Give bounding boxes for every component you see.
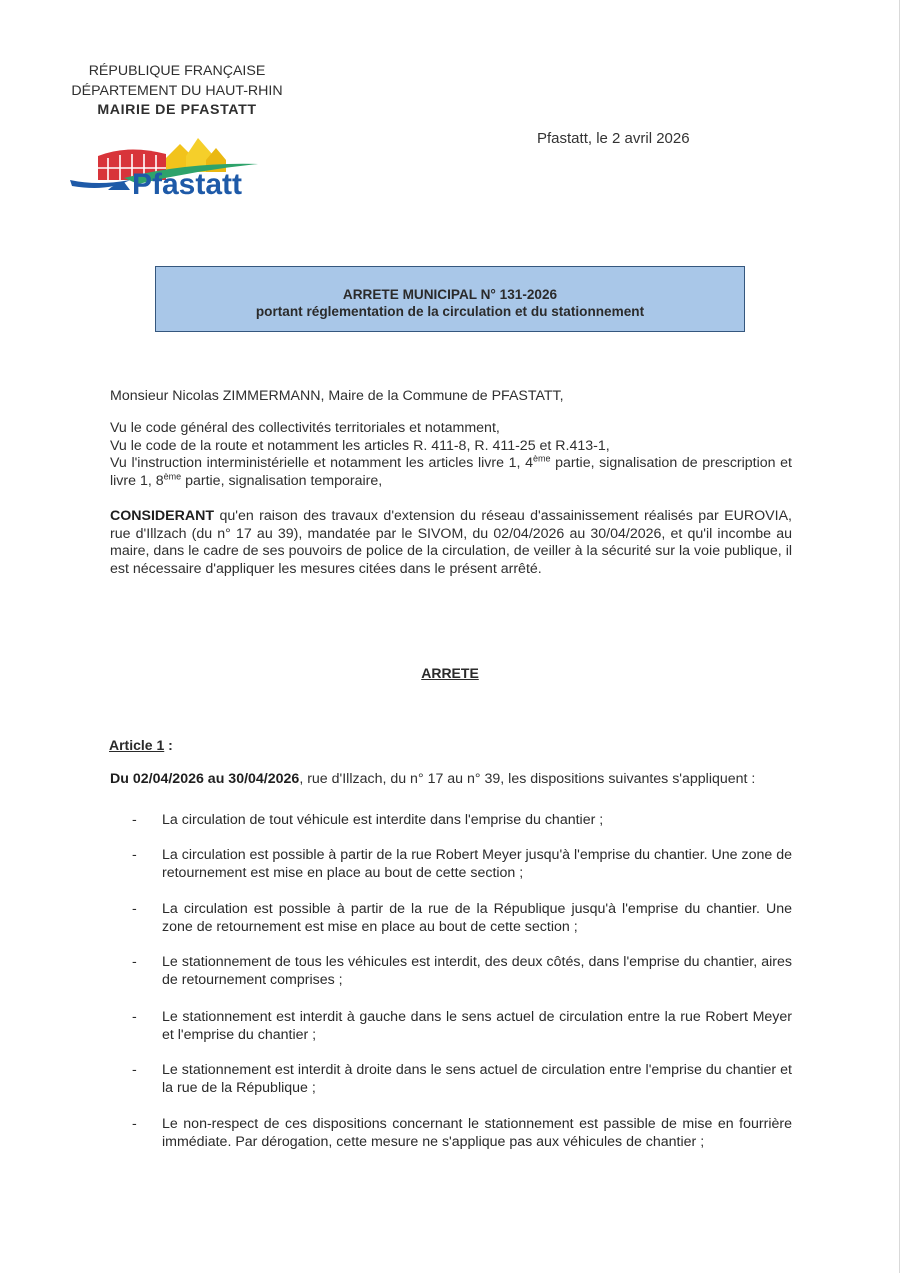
logo-wordmark: Pfastatt — [132, 168, 243, 200]
list-dash: - — [132, 1116, 137, 1132]
article-1-heading — [109, 737, 173, 753]
list-item-text: La circulation de tout véhicule est interdite dans l'emprise du chantier ; — [162, 812, 604, 828]
considerant-text: qu'en raison des travaux d'extension du réseau d'assainissement réalisés par EUROVIA, rue d'Illzach (du n° 17 au 39), mandatée par le SIVOM, du 02/04/2026 au 30/04/2026, et qu'il incombe au maire, dans le cadre de ses pouvoirs de police de la circulation, de veiller à la sécurité sur la voie publique, il est nécessaire d'appliquer les mesures citées dans le présent arrêté. — [110, 508, 792, 577]
list-item-text: Le stationnement est interdit à droite dans le sens actuel de circulation entre l'emprise du chantier et la rue de la République ; — [162, 1062, 792, 1096]
town-logo-icon — [68, 134, 278, 200]
list-item-text: Le non-respect de ces dispositions concernant le stationnement est passible de mise en fourrière immédiate. Par dérogation, cette mesure ne s'applique pas aux véhicules de chantier ; — [162, 1116, 792, 1150]
list-item — [110, 954, 792, 989]
list-dash: - — [132, 812, 137, 828]
arrete-heading-text: ARRETE — [421, 665, 479, 681]
vu-line-1: Vu le code général des collectivités territoriales et notamment, — [110, 420, 500, 436]
list-item — [110, 1062, 792, 1097]
issuer-header — [56, 62, 298, 121]
list-dash: - — [132, 954, 137, 970]
header-mairie: MAIRIE DE PFASTATT — [97, 102, 257, 118]
list-dash: - — [132, 847, 137, 863]
vu-line-3 — [110, 455, 792, 490]
vu-line-3-a: Vu l'instruction interministérielle et notamment les articles livre 1, 4 — [110, 455, 533, 472]
header-republique: RÉPUBLIQUE FRANÇAISE — [88, 63, 266, 79]
document-date: Pfastatt, le 2 avril 2026 — [537, 130, 690, 147]
list-item-text: Le stationnement est interdit à gauche dans le sens actuel de circulation entre la rue Robert Meyer et l'emprise du chantier ; — [162, 1009, 792, 1043]
vu-line-3-c: partie, signalisation temporaire, — [181, 472, 383, 489]
considerant-paragraph — [110, 508, 792, 578]
list-item-text: La circulation est possible à partir de la rue de la République jusqu'à l'emprise du chantier. Une zone de retournement est mise en place au bout de cette section ; — [162, 901, 792, 935]
article-1-colon: : — [164, 737, 173, 753]
intro-paragraph: Monsieur Nicolas ZIMMERMANN, Maire de la Commune de PFASTATT, — [110, 388, 564, 404]
considerant-label: CONSIDERANT — [110, 508, 215, 524]
list-item — [110, 812, 792, 830]
list-item — [110, 1009, 792, 1044]
article-1-lead — [110, 771, 792, 789]
article-1-lead-text: , rue d'Illzach, du n° 17 au n° 39, les dispositions suivantes s'appliquent : — [299, 771, 756, 787]
list-item — [110, 901, 792, 936]
decree-number: ARRETE MUNICIPAL N° 131-2026 — [342, 287, 558, 302]
vu-sup-2: ème — [163, 471, 182, 482]
vu-line-2: Vu le code de la route et notamment les articles R. 411-8, R. 411-25 et R.413-1, — [110, 437, 610, 454]
list-dash: - — [132, 1062, 137, 1078]
list-item-text: La circulation est possible à partir de la rue Robert Meyer jusqu'à l'emprise du chantier. Une zone de retournement est mise en place au bout de cette section ; — [162, 847, 793, 881]
article-1-label: Article 1 — [109, 737, 165, 753]
list-item — [110, 1116, 792, 1151]
vu-line-3-b: partie, signalisation de prescription et livre 1, 8 — [110, 455, 792, 489]
list-item — [110, 847, 792, 882]
list-dash: - — [132, 901, 137, 917]
article-1-period: Du 02/04/2026 au 30/04/2026 — [110, 771, 300, 787]
list-item-text: Le stationnement de tous les véhicules est interdit, des deux côtés, dans l'emprise du chantier, aires de retournement comprises ; — [162, 954, 792, 988]
vu-block — [110, 420, 792, 490]
header-departement: DÉPARTEMENT DU HAUT-RHIN — [71, 82, 283, 99]
decree-title-box — [155, 266, 745, 332]
arrete-heading — [0, 665, 900, 681]
vu-sup-1: ème — [532, 453, 551, 464]
decree-subject: portant réglementation de la circulation et du stationnement — [255, 304, 645, 319]
list-dash: - — [132, 1009, 137, 1025]
